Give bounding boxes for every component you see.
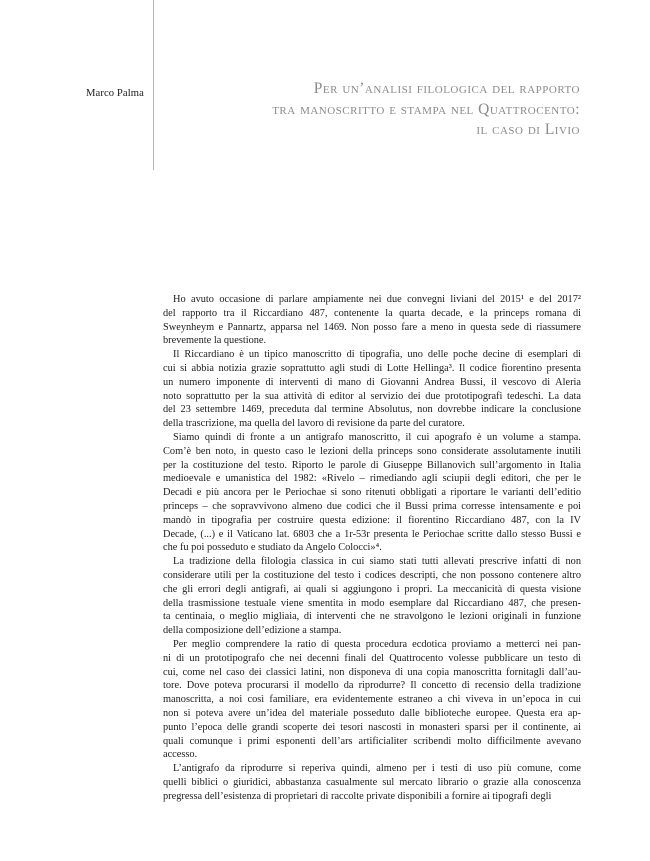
text-line: Sweynheym e Pannartz, apparsa nel 1469. Non posso fare a meno in questa sede di riassumere [163, 321, 581, 333]
text-line: un numero imponente di interventi di mano di Giovanni Andrea Bussi, il vescovo di Aleria [163, 376, 581, 388]
text-line: Decadi e più ancora per le Periochae si sono ritenuti obbligati a riportare le varianti dell’editio [163, 487, 581, 499]
text-line: princeps – che sopravvivono almeno due codici che il Bussi prima corresse intensamente e poi [163, 500, 581, 512]
text-line: mandò in tipografia per costruire questa edizione: il fiorentino Riccardiano 487, con la IV [163, 514, 581, 526]
author-name: Marco Palma [86, 88, 144, 99]
text-line: quelli biblici o giuridici, abbastanza casualmente sul mercato librario o grazie alla conoscenza [163, 776, 581, 788]
text-line: manoscritta, a noi così familiare, era evidentemente estraneo a chi viveva in un’epoca in cui [163, 694, 581, 706]
text-line: ta centinaia, o meglio migliaia, di interventi che ne stravolgono le lezioni originali in funzione [163, 611, 581, 623]
text-line: del 23 settembre 1469, preceduta dal termine Absolutus, non dovrebbe indicare la conclusione [163, 404, 581, 416]
text-line: Ho avuto occasione di parlare ampiamente nei due convegni liviani del 2015¹ e del 2017² [173, 294, 581, 305]
text-line: della trascrizione, ma quella del lavoro di revisione da parte del curatore. [163, 418, 465, 430]
header-vertical-rule [153, 0, 154, 170]
article-body [163, 293, 581, 803]
body-paragraph [163, 348, 581, 431]
title-line: tra manoscritto e stampa nel Quattrocento: [272, 100, 580, 118]
text-line: che fu poi posseduto e studiato da Angelo Colocci»⁴. [163, 542, 382, 554]
text-line: L’antigrafo da riprodurre si reperiva quindi, almeno per i testi di uso più comune, come [173, 763, 581, 775]
text-line: considerare utili per la costituzione del testo i codices descripti, che non possono contenere altro [163, 569, 581, 581]
text-line: cui, come nel caso dei classici latini, non disponeva di una copia manoscritta fornitagli dall’au- [163, 666, 581, 678]
body-paragraph [163, 762, 581, 803]
body-paragraph [163, 555, 581, 638]
text-line: punto l’epoca delle grandi scoperte dei tesori nascosti in monasteri sparsi per il continente, ai [163, 721, 581, 733]
text-line: Decade, (...) e il Vaticano lat. 6803 che a 1r-53r presenta le Periochae scritte dallo stesso Bussi e [163, 528, 581, 540]
text-line: quali comunque i primi esponenti dell’ars artificialiter scribendi molto difficilmente avevano [163, 735, 581, 747]
text-line: Com’è ben noto, in questo caso le lezioni della princeps sono considerate assolutamente inutili [163, 445, 581, 457]
text-line: della trasmissione testuale viene smentita in modo esemplare dal Riccardiano 487, che presen- [163, 597, 581, 609]
text-line: tore. Dove poteva procurarsi il modello da riprodurre? Il concetto di recensio della tradizione [163, 680, 581, 692]
text-line: per la costituzione del testo. Riporto le parole di Giuseppe Billanovich sull’argomento in Italia [163, 459, 581, 471]
title-line: Per un’analisi filologica del rapporto [313, 80, 580, 97]
text-line: pregressa dell’esistenza di proprietari di raccolte private disponibili a fornire ai tipografi degli [163, 790, 552, 802]
text-line: medioevale e umanistica del 1982: «Rivelo – rimediando agli sciupii degli editori, che per le [163, 473, 581, 485]
text-line: brevemente la questione. [163, 335, 267, 347]
body-paragraph [163, 638, 581, 762]
article-title [170, 79, 580, 141]
text-line: noto soprattutto per la sua attività di editor al servizio dei due prototipografi tedeschi. La data [163, 390, 581, 402]
text-line: Siamo quindi di fronte a un antigrafo manoscritto, il cui apografo è un volume a stampa. [173, 431, 581, 443]
text-line: del rapporto tra il Riccardiano 487, contenente la quarta decade, e la princeps romana di [163, 307, 581, 319]
text-line: non si poteva avere un’idea del materiale posseduto dalle biblioteche europee. Questa era ap- [163, 707, 581, 719]
body-paragraph [163, 431, 581, 555]
text-line: ni di un prototipografo che nei decenni finali del Quattrocento volesse pubblicare un testo di [163, 652, 581, 664]
body-paragraph [163, 293, 581, 348]
text-line: della composizione dell’edizione a stampa. [163, 625, 342, 637]
text-line: accesso. [163, 749, 198, 761]
title-line: il caso di Livio [476, 121, 580, 138]
text-line: La tradizione della filologia classica in cui siamo stati tutti allevati prescrive infatti di non [173, 556, 581, 568]
text-line: cui si abbia notizia grazie soprattutto agli studi di Lotte Hellinga³. Il codice fiorentino presenta [163, 362, 581, 374]
text-line: che gli errori degli antigrafi, ai quali si aggiungono i propri. La meccanicità di questa visione [163, 583, 581, 595]
text-line: Il Riccardiano è un tipico manoscritto di tipografia, uno delle poche decine di esemplari di [173, 349, 581, 361]
text-line: Per meglio comprendere la ratio di questa procedura ecdotica proviamo a metterci nei pan- [173, 638, 581, 650]
